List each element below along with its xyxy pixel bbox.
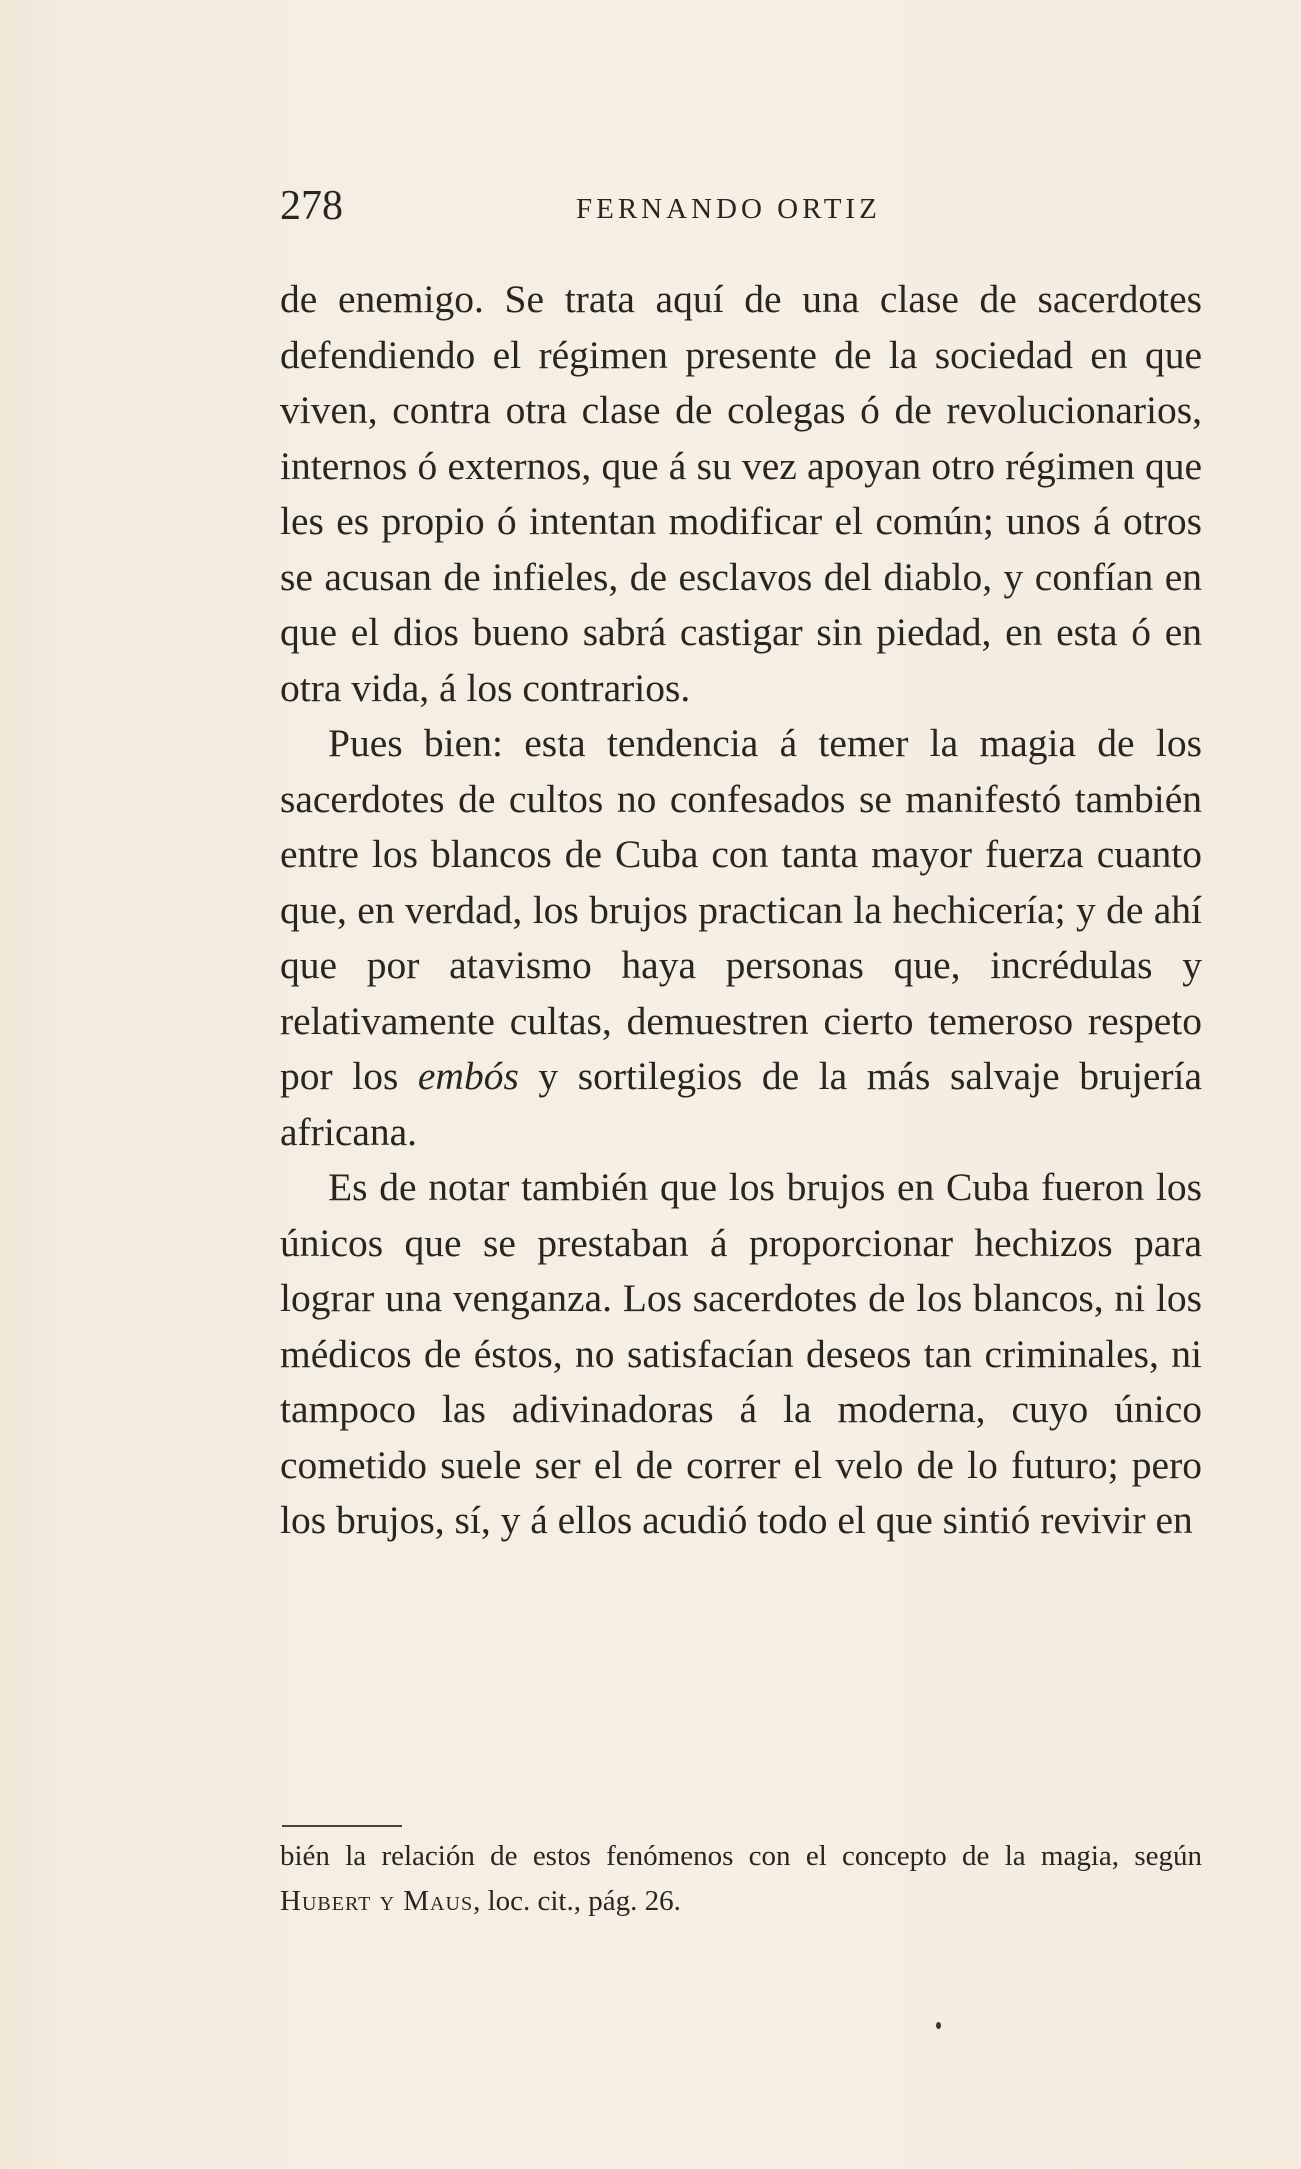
emphasis-term: embós bbox=[417, 1054, 519, 1098]
footnote-citation: , loc. cit., pág. 26. bbox=[473, 1885, 681, 1917]
footnote bbox=[280, 1834, 1202, 1924]
footnote-author-2: Maus bbox=[403, 1885, 474, 1917]
running-head bbox=[280, 176, 1210, 236]
paragraph-1: de enemigo. Se trata aquí de una clase de sacerdotes defendiendo el régimen presente de la sociedad en que viven, contra otra clase de colegas ó de revolucionarios, internos ó externos, que á su vez apoyan otro régimen que les es propio ó intentan modificar el común; unos á otros se acusan de infieles, de esclavos del diablo, y confían en que el dios bueno sabrá castigar sin piedad, en esta ó en otra vida, á los contrarios. bbox=[280, 277, 1202, 710]
footnote-conjunction: y bbox=[371, 1885, 404, 1917]
page-number: 278 bbox=[280, 183, 343, 229]
paragraph-2-text: Pues bien: esta tendencia á temer la magia de los sacerdotes de cultos no confesados se manifestó también entre los blancos de Cuba con tanta mayor fuerza cuanto que, en verdad, los brujos practican la hechicería; y de ahí que por atavismo haya personas que, incrédulas y relativamente cultas, demuestren cierto temeroso respeto por los bbox=[280, 721, 1202, 1098]
paragraph-3: Es de notar también que los brujos en Cuba fueron los únicos que se prestaban á proporcionar hechizos para lograr una venganza. Los sacerdotes de los blancos, ni los médicos de éstos, no satisfacían deseos tan criminales, ni tampoco las adivinadoras á la moderna, cuyo único cometido suele ser el de correr el velo de lo futuro; pero los brujos, sí, y á ellos acudió todo el que sintió revivir en bbox=[280, 1165, 1202, 1542]
footnote-text: bién la relación de estos fenómenos con el concepto de la magia, según bbox=[280, 1840, 1202, 1872]
paragraph-2-text-end: y sortilegios de la más salvaje brujería africana. bbox=[280, 1054, 1203, 1154]
body-text bbox=[280, 272, 1202, 1549]
running-title: FERNANDO ORTIZ bbox=[576, 193, 881, 225]
ink-speck bbox=[936, 2022, 941, 2029]
footnote-author-1: Hubert bbox=[280, 1885, 372, 1917]
paragraph-2 bbox=[280, 716, 1202, 1160]
footnote-rule bbox=[282, 1825, 402, 1827]
